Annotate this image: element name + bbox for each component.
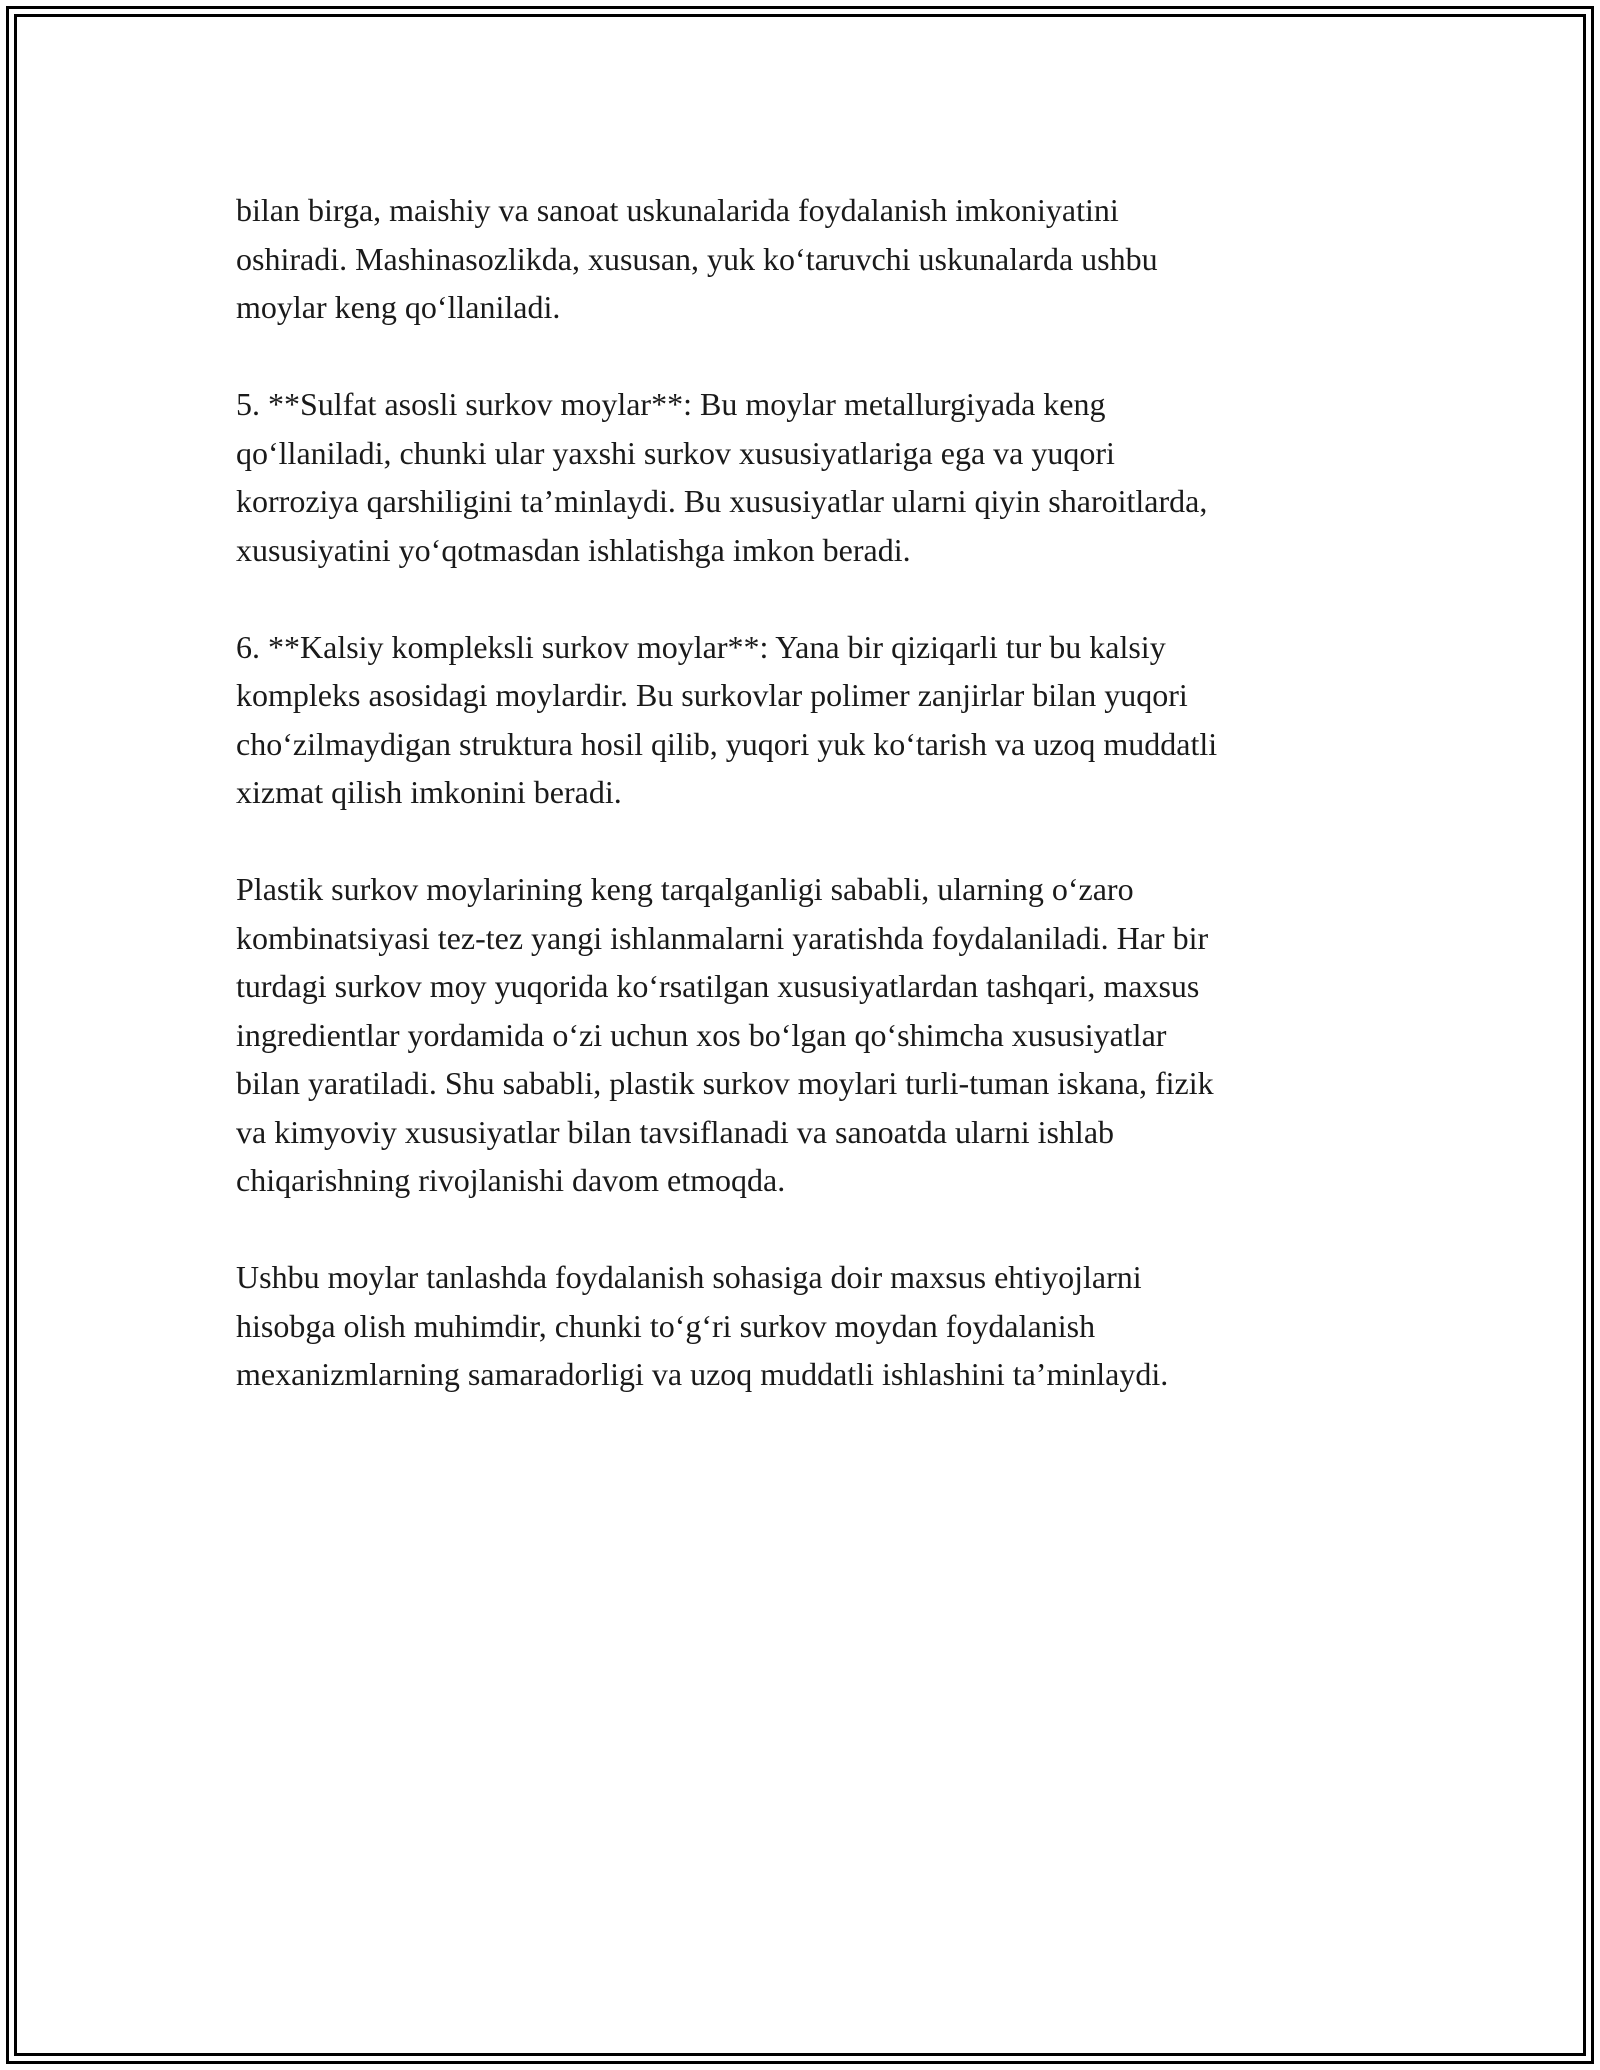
paragraph-sulfat-greases: 5. **Sulfat asosli surkov moylar**: Bu moylar metallurgiyada keng qo‘llaniladi, chunki ular yaxshi surkov xususiyatlariga ega va yuqori korroziya qarshiligini ta’minlaydi. Bu xususiyatlar ularni qiyin sharoitlarda, xususiyatini yo‘qotmasdan ishlatishga imkon beradi.	[236, 386, 1208, 568]
paragraph-plastic-greases-summary: Plastik surkov moylarining keng tarqalganligi sababli, ularning o‘zaro kombinatsiyasi tez-tez yangi ishlanmalarni yaratishda foydalaniladi. Har bir turdagi surkov moy yuqorida ko‘rsatilgan xususiyatlardan tashqari, maxsus ingredientlar yordamida o‘zi uchun xos bo‘lgan qo‘shimcha xususiyatlar bilan yaratiladi. Shu sababli, plastik surkov moylari turli-tuman iskana, fizik va kimyoviy xususiyatlar bilan tavsiflanadi va sanoatda ularni ishlab chiqarishning rivojlanishi davom etmoqda.	[236, 871, 1214, 1198]
paragraph-calcium-complex-greases: 6. **Kalsiy kompleksli surkov moylar**: Yana bir qiziqarli tur bu kalsiy kompleks asosidagi moylardir. Bu surkovlar polimer zanjirlar bilan yuqori cho‘zilmaydigan struktura hosil qilib, yuqori yuk ko‘tarish va uzoq muddatli xizmat qilish imkonini beradi.	[236, 628, 1218, 810]
paragraph-conclusion: Ushbu moylar tanlashda foydalanish sohasiga doir maxsus ehtiyojlarni hisobga olish muhimdir, chunki to‘g‘ri surkov moydan foydalanish mexanizmlarning samaradorligi va uzoq muddatli ishlashini ta’minlaydi.	[236, 1259, 1169, 1392]
document-body	[236, 186, 1376, 1447]
paragraph-continuation: bilan birga, maishiy va sanoat uskunalarida foydalanish imkoniyatini oshiradi. Mashinasozlikda, xususan, yuk ko‘taruvchi uskunalarda ushbu moylar keng qo‘llaniladi.	[236, 192, 1158, 325]
